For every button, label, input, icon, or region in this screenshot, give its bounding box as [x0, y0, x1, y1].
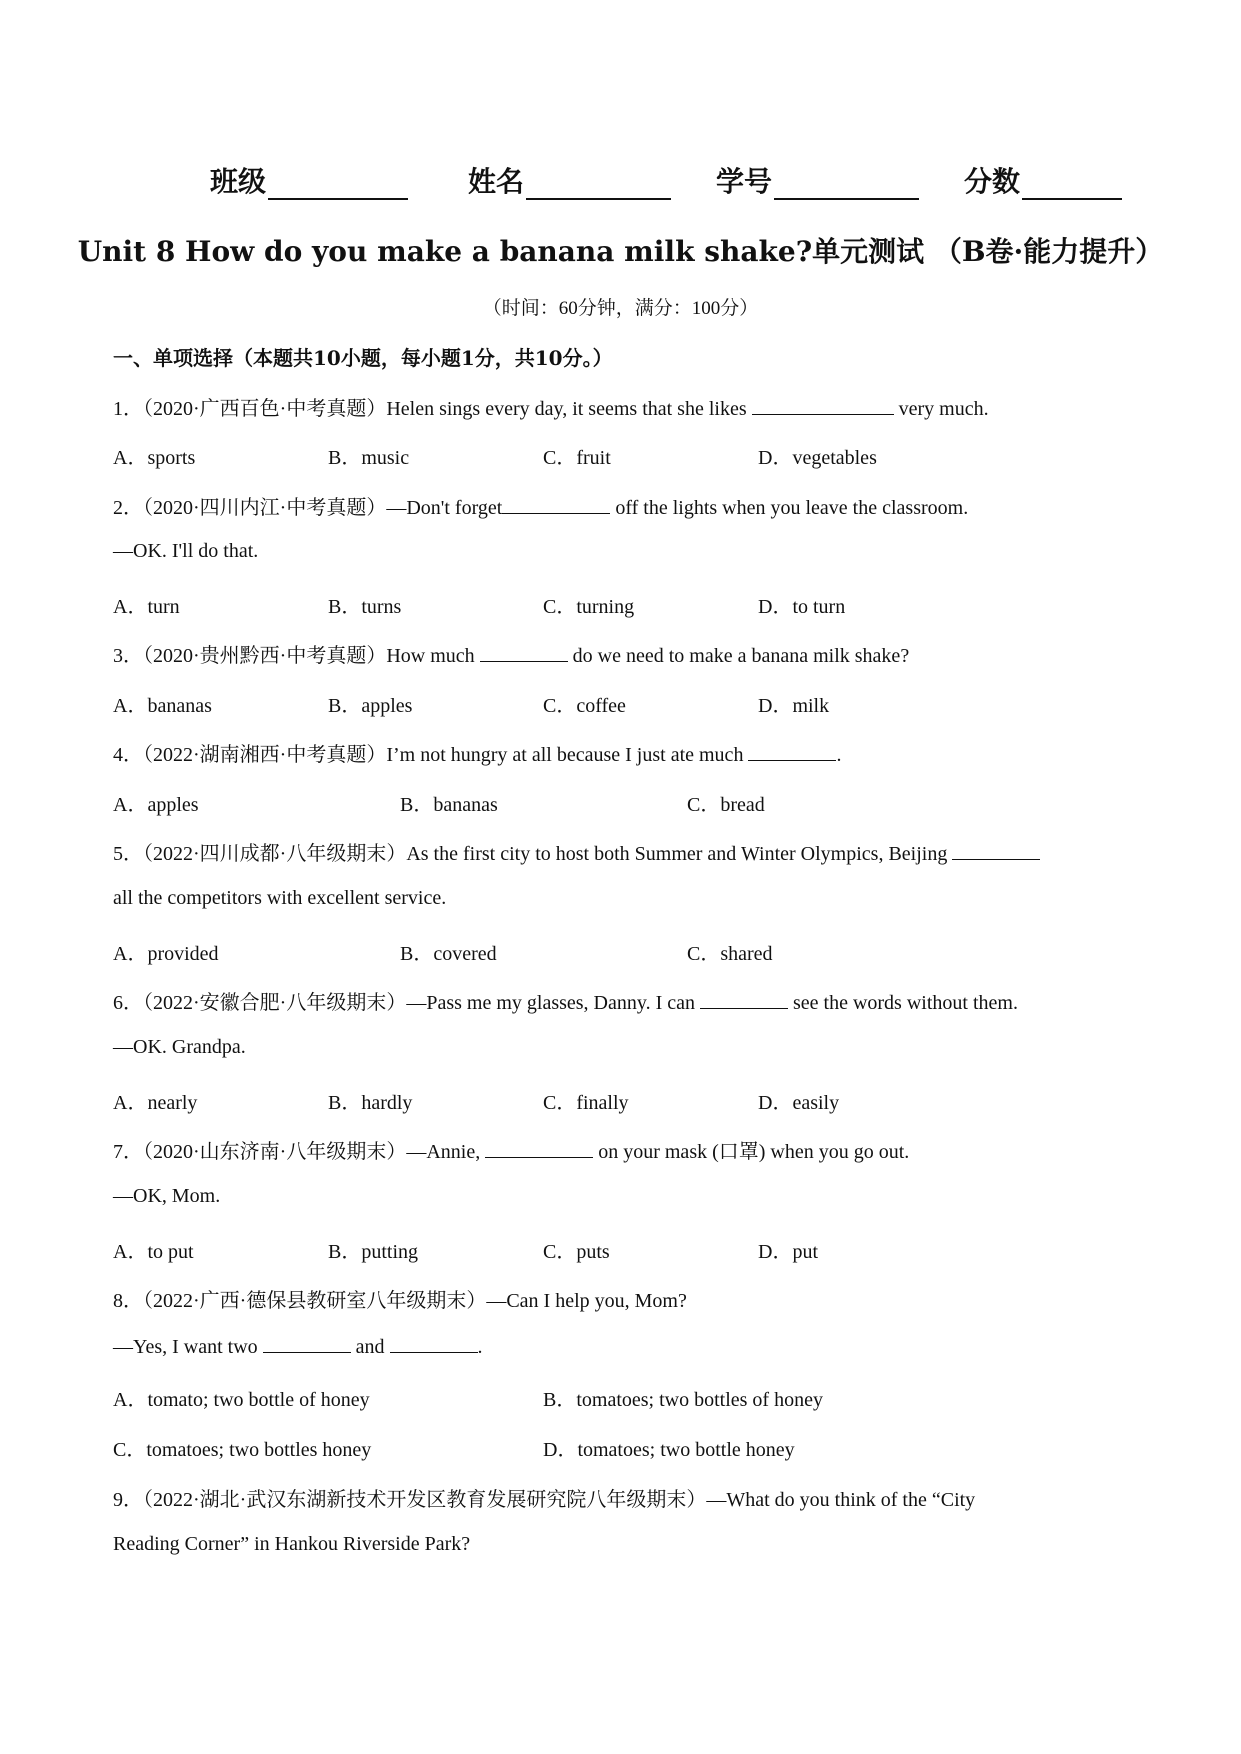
question-number: 9．	[113, 1489, 143, 1511]
option-a[interactable]: A．turn	[113, 596, 180, 618]
question-text: .	[477, 1336, 483, 1358]
class-label: 班级	[210, 165, 267, 198]
option-d[interactable]: D．easily	[758, 1092, 840, 1114]
option-a[interactable]: A．bananas	[113, 695, 212, 717]
question-text: —What do you think of the “City	[706, 1489, 976, 1511]
question-number: 1．	[113, 398, 143, 420]
question-text: and	[350, 1336, 390, 1358]
id-field[interactable]	[716, 160, 919, 200]
id-blank[interactable]	[774, 164, 919, 200]
question-6	[113, 986, 1018, 1015]
question-7-line2: —OK, Mom.	[113, 1185, 221, 1207]
option-c[interactable]: C．finally	[543, 1092, 629, 1114]
question-3	[113, 639, 909, 668]
option-a[interactable]: A．provided	[113, 943, 219, 965]
question-text: I’m not hungry at all because I just ate much	[386, 744, 749, 766]
question-source: （2022·四川成都·八年级期末）	[143, 843, 407, 865]
student-info-row	[210, 160, 1122, 200]
answer-blank[interactable]	[263, 1334, 351, 1353]
score-field[interactable]	[964, 160, 1122, 200]
option-d[interactable]: D．tomatoes; two bottle honey	[543, 1439, 795, 1461]
option-b[interactable]: B．covered	[400, 943, 497, 965]
question-text: see the words without them.	[787, 992, 1018, 1014]
question-8-line2	[113, 1334, 483, 1359]
answer-blank[interactable]	[502, 495, 610, 514]
option-c[interactable]: C．coffee	[543, 695, 626, 717]
question-text: very much.	[893, 398, 989, 420]
question-text: off the lights when you leave the classroom.	[610, 497, 969, 519]
question-4	[113, 738, 841, 767]
option-b[interactable]: B．putting	[328, 1241, 419, 1263]
question-text: —Pass me my glasses, Danny. I can	[406, 992, 700, 1014]
question-number: 8．	[113, 1290, 143, 1312]
question-text: How much	[386, 645, 480, 667]
question-source: （2022·湖北·武汉东湖新技术开发区教育发展研究院八年级期末）	[143, 1489, 707, 1511]
question-1	[113, 392, 989, 421]
question-source: （2020·四川内江·中考真题）	[143, 497, 387, 519]
question-text: —Don't forget	[386, 497, 503, 519]
option-c[interactable]: C．tomatoes; two bottles honey	[113, 1439, 372, 1461]
option-b[interactable]: B．turns	[328, 596, 402, 618]
option-b[interactable]: B．apples	[328, 695, 413, 717]
question-text: do we need to make a banana milk shake?	[567, 645, 910, 667]
answer-blank[interactable]	[952, 841, 1040, 860]
question-number: 5．	[113, 843, 143, 865]
question-source: （2020·广西百色·中考真题）	[143, 398, 387, 420]
answer-blank[interactable]	[748, 742, 836, 761]
option-d[interactable]: D．vegetables	[758, 447, 877, 469]
question-9-line2: Reading Corner” in Hankou Riverside Park?	[113, 1533, 471, 1555]
question-source: （2020·山东济南·八年级期末）	[143, 1141, 407, 1163]
question-number: 3．	[113, 645, 143, 667]
option-d[interactable]: D．put	[758, 1241, 818, 1263]
question-5-line2: all the competitors with excellent service.	[113, 887, 447, 909]
question-number: 4．	[113, 744, 143, 766]
question-6-line2: —OK. Grandpa.	[113, 1036, 246, 1058]
question-2-line2: —OK. I'll do that.	[113, 540, 259, 562]
option-b[interactable]: B．tomatoes; two bottles of honey	[543, 1389, 823, 1411]
class-field[interactable]	[210, 160, 408, 200]
question-8	[113, 1284, 687, 1313]
option-b[interactable]: B．music	[328, 447, 410, 469]
page-title: Unit 8 How do you make a banana milk shake?单元测试 （B卷·能力提升）	[77, 235, 1164, 268]
question-5	[113, 837, 1040, 866]
option-a[interactable]: A．to put	[113, 1241, 194, 1263]
question-number: 2．	[113, 497, 143, 519]
question-source: （2020·贵州黔西·中考真题）	[143, 645, 387, 667]
question-text: —Can I help you, Mom?	[486, 1290, 687, 1312]
score-label: 分数	[964, 165, 1021, 198]
question-7	[113, 1135, 909, 1164]
answer-blank[interactable]	[700, 990, 788, 1009]
option-c[interactable]: C．puts	[543, 1241, 610, 1263]
question-number: 6．	[113, 992, 143, 1014]
question-source: （2022·湖南湘西·中考真题）	[143, 744, 387, 766]
question-text: .	[836, 744, 842, 766]
option-d[interactable]: D．to turn	[758, 596, 846, 618]
option-b[interactable]: B．bananas	[400, 794, 498, 816]
question-text: As the first city to host both Summer and Winter Olympics, Beijing	[406, 843, 953, 865]
question-source: （2022·安徽合肥·八年级期末）	[143, 992, 407, 1014]
score-blank[interactable]	[1022, 164, 1122, 200]
option-c[interactable]: C．fruit	[543, 447, 611, 469]
question-text: on your mask (口罩) when you go out.	[593, 1141, 910, 1163]
option-a[interactable]: A．apples	[113, 794, 199, 816]
option-a[interactable]: A．nearly	[113, 1092, 198, 1114]
option-c[interactable]: C．turning	[543, 596, 635, 618]
option-c[interactable]: C．bread	[687, 794, 765, 816]
name-blank[interactable]	[526, 164, 671, 200]
id-label: 学号	[716, 165, 773, 198]
option-b[interactable]: B．hardly	[328, 1092, 413, 1114]
answer-blank[interactable]	[390, 1334, 478, 1353]
question-number: 7．	[113, 1141, 143, 1163]
answer-blank[interactable]	[752, 396, 894, 415]
question-9	[113, 1483, 975, 1512]
class-blank[interactable]	[268, 164, 408, 200]
page-subtitle: （时间：60分钟，满分：100分）	[482, 298, 759, 319]
name-field[interactable]	[468, 160, 671, 200]
option-a[interactable]: A．sports	[113, 447, 196, 469]
question-text: —Yes, I want two	[113, 1336, 263, 1358]
section-title: 一、单项选择（本题共10小题，每小题1分，共10分。）	[113, 346, 613, 370]
name-label: 姓名	[468, 165, 525, 198]
option-d[interactable]: D．milk	[758, 695, 830, 717]
answer-blank[interactable]	[480, 643, 568, 662]
question-source: （2022·广西·德保县教研室八年级期末）	[143, 1290, 487, 1312]
option-a[interactable]: A．tomato; two bottle of honey	[113, 1389, 370, 1411]
question-2	[113, 491, 968, 520]
question-text: Helen sings every day, it seems that she likes	[386, 398, 752, 420]
question-text: —Annie,	[406, 1141, 486, 1163]
answer-blank[interactable]	[485, 1139, 593, 1158]
option-c[interactable]: C．shared	[687, 943, 773, 965]
